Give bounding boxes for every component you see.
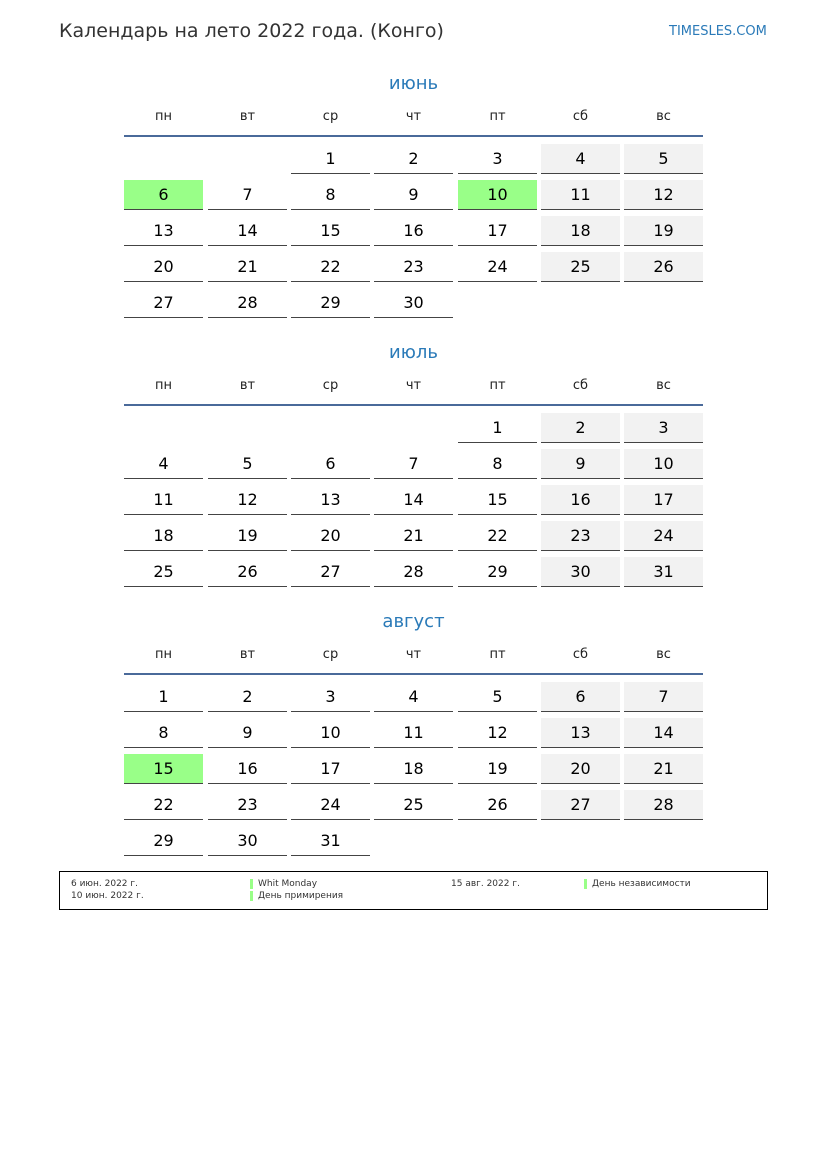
month-title: июнь <box>388 73 439 94</box>
header-divider <box>124 404 703 406</box>
day-cell: 2 <box>374 144 453 174</box>
weekday-label: ср <box>322 109 339 124</box>
day-cell: 30 <box>208 826 287 856</box>
legend-date: 10 июн. 2022 г. <box>71 891 144 901</box>
day-cell: 15 <box>291 216 370 246</box>
weekday-label: пн <box>155 378 172 393</box>
weekday-label: вт <box>239 109 256 124</box>
day-cell: 5 <box>624 144 703 174</box>
day-cell: 14 <box>208 216 287 246</box>
day-cell: 7 <box>374 449 453 479</box>
weekday-label: пт <box>489 378 506 393</box>
day-cell: 3 <box>291 682 370 712</box>
day-cell: 24 <box>624 521 703 551</box>
day-cell: 16 <box>208 754 287 784</box>
day-cell: 25 <box>541 252 620 282</box>
day-cell: 2 <box>208 682 287 712</box>
day-cell: 21 <box>624 754 703 784</box>
day-cell: 15 <box>458 485 537 515</box>
day-cell: 5 <box>458 682 537 712</box>
day-cell: 14 <box>374 485 453 515</box>
day-cell: 6 <box>541 682 620 712</box>
day-cell: 1 <box>458 413 537 443</box>
day-cell: 28 <box>624 790 703 820</box>
day-cell: 18 <box>124 521 203 551</box>
day-cell: 25 <box>374 790 453 820</box>
page-title: Календарь на лето 2022 года. (Конго) <box>59 20 444 42</box>
day-cell: 13 <box>291 485 370 515</box>
weekday-label: вт <box>239 378 256 393</box>
day-cell: 22 <box>291 252 370 282</box>
day-cell: 8 <box>458 449 537 479</box>
header-divider <box>124 673 703 675</box>
day-cell: 29 <box>124 826 203 856</box>
day-cell: 22 <box>458 521 537 551</box>
day-cell: 9 <box>374 180 453 210</box>
day-cell: 31 <box>624 557 703 587</box>
day-cell: 29 <box>458 557 537 587</box>
weekday-label: сб <box>572 647 589 662</box>
day-cell: 24 <box>291 790 370 820</box>
day-cell: 9 <box>208 718 287 748</box>
day-cell: 1 <box>291 144 370 174</box>
day-cell: 26 <box>208 557 287 587</box>
weekday-label: пт <box>489 647 506 662</box>
weekday-label: пн <box>155 109 172 124</box>
holiday-day-cell: 10 <box>458 180 537 210</box>
month-title: июль <box>389 342 438 363</box>
day-cell: 11 <box>541 180 620 210</box>
day-cell: 10 <box>624 449 703 479</box>
day-cell: 2 <box>541 413 620 443</box>
day-cell: 30 <box>541 557 620 587</box>
day-cell: 16 <box>374 216 453 246</box>
weekday-label: вс <box>656 647 671 662</box>
day-cell: 28 <box>208 288 287 318</box>
legend-holiday-name: Whit Monday <box>258 879 318 889</box>
day-cell: 3 <box>458 144 537 174</box>
weekday-label: сб <box>572 378 589 393</box>
day-cell: 5 <box>208 449 287 479</box>
legend-date: 6 июн. 2022 г. <box>71 879 138 889</box>
holiday-marker <box>584 879 587 889</box>
day-cell: 21 <box>208 252 287 282</box>
day-cell: 8 <box>124 718 203 748</box>
header-divider <box>124 135 703 137</box>
weekday-label: ср <box>322 378 339 393</box>
day-cell: 20 <box>291 521 370 551</box>
day-cell: 13 <box>541 718 620 748</box>
day-cell: 6 <box>291 449 370 479</box>
day-cell: 17 <box>458 216 537 246</box>
day-cell: 23 <box>374 252 453 282</box>
day-cell: 28 <box>374 557 453 587</box>
day-cell: 4 <box>374 682 453 712</box>
day-cell: 19 <box>458 754 537 784</box>
day-cell: 18 <box>374 754 453 784</box>
weekday-label: вс <box>656 378 671 393</box>
day-cell: 21 <box>374 521 453 551</box>
day-cell: 12 <box>208 485 287 515</box>
day-cell: 3 <box>624 413 703 443</box>
day-cell: 25 <box>124 557 203 587</box>
day-cell: 22 <box>124 790 203 820</box>
day-cell: 7 <box>208 180 287 210</box>
holiday-marker <box>250 879 253 889</box>
day-cell: 4 <box>541 144 620 174</box>
day-cell: 1 <box>124 682 203 712</box>
day-cell: 23 <box>208 790 287 820</box>
weekday-header <box>124 378 703 398</box>
weekday-header <box>124 647 703 667</box>
holiday-marker <box>250 891 253 901</box>
day-cell: 27 <box>541 790 620 820</box>
day-cell: 16 <box>541 485 620 515</box>
day-cell: 24 <box>458 252 537 282</box>
day-cell: 12 <box>624 180 703 210</box>
day-cell: 10 <box>291 718 370 748</box>
day-cell: 30 <box>374 288 453 318</box>
site-link[interactable]: TIMESLES.COM <box>669 24 767 39</box>
weekday-label: вт <box>239 647 256 662</box>
day-cell: 11 <box>124 485 203 515</box>
day-cell: 19 <box>208 521 287 551</box>
weekday-label: пн <box>155 647 172 662</box>
day-cell: 31 <box>291 826 370 856</box>
day-cell: 9 <box>541 449 620 479</box>
weekday-label: вс <box>656 109 671 124</box>
day-cell: 7 <box>624 682 703 712</box>
day-cell: 29 <box>291 288 370 318</box>
day-cell: 17 <box>291 754 370 784</box>
day-cell: 20 <box>124 252 203 282</box>
holiday-legend <box>59 871 768 910</box>
legend-holiday-name: День примирения <box>258 891 344 901</box>
weekday-label: сб <box>572 109 589 124</box>
month-title: август <box>382 611 445 632</box>
weekday-label: чт <box>405 647 422 662</box>
day-cell: 23 <box>541 521 620 551</box>
holiday-day-cell: 15 <box>124 754 203 784</box>
day-cell: 17 <box>624 485 703 515</box>
day-cell: 19 <box>624 216 703 246</box>
day-cell: 27 <box>291 557 370 587</box>
day-cell: 27 <box>124 288 203 318</box>
day-cell: 26 <box>458 790 537 820</box>
legend-holiday-name: День независимости <box>592 879 691 889</box>
holiday-day-cell: 6 <box>124 180 203 210</box>
day-cell: 13 <box>124 216 203 246</box>
weekday-header <box>124 109 703 129</box>
weekday-label: ср <box>322 647 339 662</box>
legend-date: 15 авг. 2022 г. <box>451 879 520 889</box>
day-cell: 8 <box>291 180 370 210</box>
day-cell: 4 <box>124 449 203 479</box>
day-cell: 18 <box>541 216 620 246</box>
day-cell: 14 <box>624 718 703 748</box>
weekday-label: пт <box>489 109 506 124</box>
day-cell: 12 <box>458 718 537 748</box>
day-cell: 11 <box>374 718 453 748</box>
weekday-label: чт <box>405 109 422 124</box>
day-cell: 20 <box>541 754 620 784</box>
weekday-label: чт <box>405 378 422 393</box>
day-cell: 26 <box>624 252 703 282</box>
